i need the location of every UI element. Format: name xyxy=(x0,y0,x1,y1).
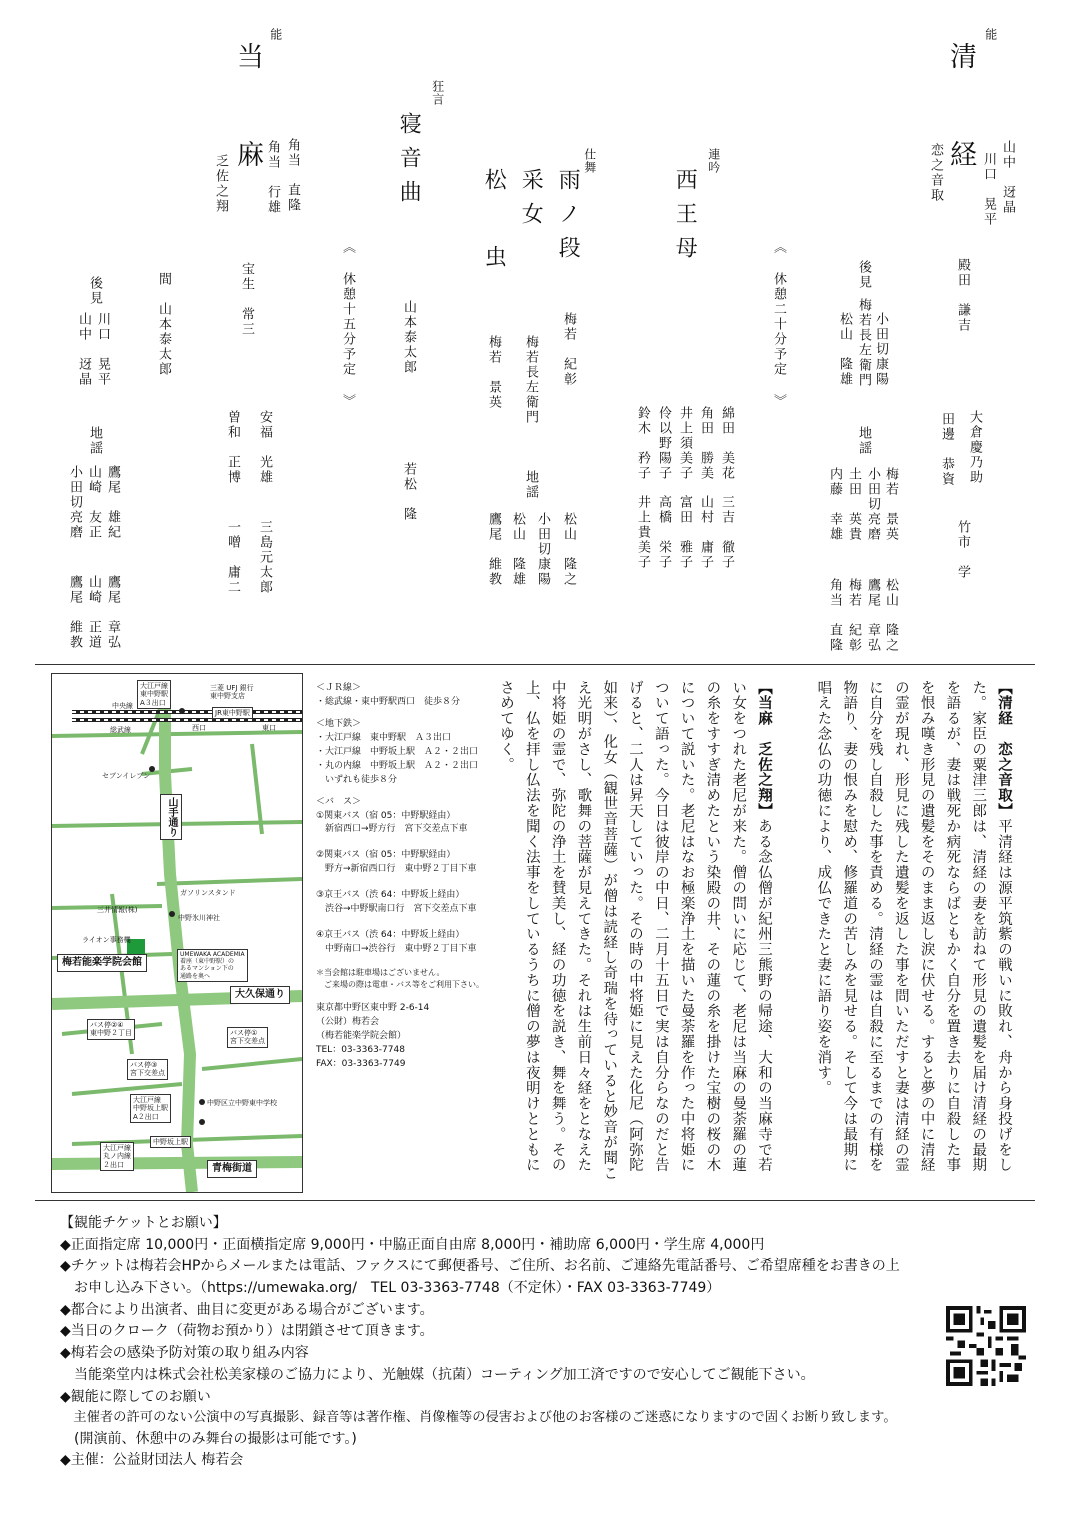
map-label-east-exit: 東口 xyxy=(262,724,276,732)
synopsis-taima xyxy=(498,680,777,1188)
taima-koken-1: 川口 晃平 xyxy=(94,312,110,387)
notes-line-1: ◆正面指定席 10,000円・正面横指定席 9,000円・中脇正面自由席 8,000円・補助席 6,000円・学生席 4,000円 xyxy=(60,1236,765,1253)
taima-kind: 能 xyxy=(268,28,283,41)
map-label-oedo-top: 大江戸線 東中野駅 A３出口 xyxy=(137,680,171,709)
synopsis-kiyotsune-text: 平清経は源平筑紫の戦いに敗れ、舟から身投げをした。家臣の粟津三郎は、清経の妻を訪ねて形見の遺髪を届け清経の最期を語るが、妻は戦死か病死ならばともかく自分を置き去りに自殺した事を恨み嘆き形見の遺髪をそのまま返し涙に伏せる。すると夢の中に清経の霊が現れ、形見に残した遺髪を返した事を問いただすと妻は清経の霊に自分を残し自殺した事を責める。清経の霊は自殺に至るまでの有様を物語り、妻の恨みを慰め、修羅道の苦しみを見せる。そして今は最期に唱えた念仏の功徳により、成仏できたと妻に語り姿を消す。 xyxy=(815,680,1012,1173)
notes-line-8: ◆観能に際してのお願い xyxy=(60,1388,211,1405)
notes-line-7: 当能楽堂内は株式会社松美家様のご協力により、光触媒（抗菌）コーティング加工済ですので安心してご観能下さい。 xyxy=(60,1366,815,1383)
access-bus-4a: ④京王バス（渋 64：中野坂上経由） xyxy=(316,930,465,941)
map-label-seven: セブンイレブン xyxy=(102,772,151,780)
kiyotsune-jiutai-2: 小田切亮磨 xyxy=(864,467,880,542)
kiyotsune-jiutai-3: 土田 英貴 xyxy=(845,467,861,542)
taima-jiutai-5: 山崎 正道 xyxy=(85,575,101,650)
access-sub-1: ・大江戸線 東中野駅 Ａ３出口 xyxy=(316,732,452,743)
map-label-oedo-a2: 大江戸線 中野坂上駅 A２出口 xyxy=(130,1094,171,1123)
map-label-bus1: バス停① 宮下交差点 xyxy=(227,1027,268,1048)
taima-jiutai-4: 鷹尾 章弘 xyxy=(104,575,120,650)
access-bus-3b: 渋谷→中野駅南口行 宮下交差点下車 xyxy=(316,904,477,915)
kiyotsune-jiutai-6: 鷹尾 章弘 xyxy=(864,578,880,653)
taima-jiutai-3: 小田切亮磨 xyxy=(66,465,82,540)
taima-title-2: 麻 xyxy=(232,140,264,181)
taima-kokata: 乏佐之翔 xyxy=(212,154,228,214)
shimai-performer-1: 梅若 紀彰 xyxy=(560,312,576,387)
break-20: 《 休憩二十分予定 》 xyxy=(770,240,786,409)
access-fax: FAX：03-3363-7749 xyxy=(316,1058,406,1069)
shimai-jiutai-2: 小田切康陽 xyxy=(534,512,550,587)
kiyotsune-jiutai-4: 内藤 幸雄 xyxy=(826,467,842,542)
kiyotsune-koken-label: 後見 xyxy=(855,260,871,290)
map-label-okubo: 大久保通り xyxy=(230,986,290,1004)
renginn-kind: 連吟 xyxy=(706,148,721,174)
access-org: （公財）梅若会 xyxy=(316,1016,380,1027)
shimai-jiutai-label: 地謡 xyxy=(522,470,538,500)
access-park-2: ご来場の際は電車・バス等をご利用下さい。 xyxy=(316,980,484,990)
kiyotsune-jiutai-5: 松山 隆之 xyxy=(882,578,898,653)
taima-kotsuzumi: 曽和 正博 xyxy=(224,410,240,485)
access-hall: （梅若能楽学院会館） xyxy=(316,1030,407,1041)
renginn-singer-1: 綿田 美花 xyxy=(718,406,734,481)
access-sub-3: ・丸の内線 中野坂上駅 Ａ２・２出口 xyxy=(316,760,479,771)
kiyotsune-jiutai-8: 角当 直隆 xyxy=(826,578,842,653)
access-bus-head: ＜バ ス＞ xyxy=(316,796,362,807)
access-sub-2: ・大江戸線 中野坂上駅 Ａ２・２出口 xyxy=(316,746,479,757)
access-sub-head: ＜地下鉄＞ xyxy=(316,718,362,729)
access-bus-2b: 野方→新宿西口行 東中野２丁目下車 xyxy=(316,864,477,875)
renginn-singer-7: 山村 庸子 xyxy=(697,495,713,570)
taima-taiko: 一噌 庸二 xyxy=(224,520,240,595)
notes-line-10: (開演前、休憩中のみ舞台の撮影は可能です。) xyxy=(60,1430,357,1447)
access-map xyxy=(51,673,303,1193)
divider-top xyxy=(35,664,1035,665)
shimai-jiutai-1: 松山 隆之 xyxy=(560,512,576,587)
kiyotsune-kotsuzumi: 大倉慶乃助 xyxy=(966,410,982,485)
map-roads xyxy=(52,674,302,1192)
taima-shite: 角当 直隆 xyxy=(284,138,300,213)
map-label-chuo: 中央線 xyxy=(112,702,133,710)
taima-fue: 安福 光雄 xyxy=(256,410,272,485)
kyogen-kind: 狂言 xyxy=(430,80,445,106)
shimai-piece-2: 采女 xyxy=(518,168,544,236)
kiyotsune-waki: 殿田 謙吉 xyxy=(954,258,970,333)
map-label-academia: UMEWAKA ACADEMIA 着座（東中野駅）の あるマンション下の 通路を奥へ xyxy=(177,949,248,982)
access-bus-1b: 新宿西口→野方行 宮下交差点下車 xyxy=(316,824,468,835)
renginn-singer-9: 高橋 栄子 xyxy=(655,495,671,570)
taima-tsure: 角当 行雄 xyxy=(264,140,280,215)
map-label-marunouchi: 大江戸線 丸ノ内線 ２出口 xyxy=(100,1142,134,1171)
renginn-singer-6: 三吉 徹子 xyxy=(718,495,734,570)
access-tel: TEL：03-3363-7748 xyxy=(316,1044,405,1055)
shimai-performer-3: 梅若 景英 xyxy=(485,335,501,410)
map-label-yamate: 山手通り xyxy=(160,794,182,840)
kiyotsune-fue: 田邊 恭資 xyxy=(938,412,954,487)
access-jr-head: ＜ＪＲ線＞ xyxy=(316,683,362,693)
map-label-lion: ライオン事務機 xyxy=(82,936,131,944)
shimai-piece-1: 雨ノ段 xyxy=(555,168,581,270)
map-label-nohgakuin: 梅若能楽学院会館 xyxy=(57,954,147,972)
taima-koken-label: 後見 xyxy=(86,276,102,306)
kiyotsune-jiutai-1: 梅若 景英 xyxy=(882,467,898,542)
access-bus-2a: ②関東バス（宿 05：中野駅経由） xyxy=(316,850,456,861)
map-label-bus24: バス停②④ 東中野２丁目 xyxy=(87,1019,135,1040)
renginn-singer-10: 井上貴美子 xyxy=(634,495,650,570)
notes-line-11: ◆主催：公益財団法人 梅若会 xyxy=(60,1452,244,1469)
renginn-singer-4: 伶以野陽子 xyxy=(655,406,671,481)
renginn-singer-2: 角田 勝美 xyxy=(697,406,713,481)
access-address: 東京都中野区東中野 2-6-14 xyxy=(316,1002,430,1013)
map-label-gas: ガソリンスタンド xyxy=(180,889,236,897)
access-bus-1a: ①関東バス（宿 05：中野駅経由） xyxy=(316,810,456,821)
kiyotsune-tsure: 川口 晃平 xyxy=(980,152,996,227)
kiyotsune-koken-a: 小田切康陽 xyxy=(872,312,888,387)
kiyotsune-jiutai-7: 梅若 紀彰 xyxy=(845,578,861,653)
access-park-1: ＊当会館は駐車場はございません。 xyxy=(316,968,445,977)
kiyotsune-otsuzumi: 竹市 学 xyxy=(954,520,970,580)
access-info xyxy=(316,682,526,1071)
taima-jiutai-1: 鷹尾 雄紀 xyxy=(104,465,120,540)
access-bus-4b: 中野南口→渋谷行 東中野２丁目下車 xyxy=(316,944,477,955)
shimai-performer-2: 梅若長左衛門 xyxy=(522,335,538,425)
notes-line-9: 主催者の許可のない公演中の写真撮影、録音等は著作権、肖像権等の侵害および他のお客様のご迷惑になりますので固くお断り致します。 xyxy=(60,1410,897,1426)
notes-head: 【観能チケットとお願い】 xyxy=(60,1215,227,1231)
kiyotsune-koken-c: 松山 隆雄 xyxy=(836,312,852,387)
map-label-hikawa: 中野氷川神社 xyxy=(178,914,220,922)
qr-code-icon[interactable] xyxy=(946,1306,1026,1386)
kiyotsune-title-2: 経 xyxy=(945,140,977,181)
kiyotsune-kogaki: 恋之音取 xyxy=(927,143,943,203)
map-label-sakaue: 中野坂上駅 xyxy=(150,1136,191,1148)
synopsis-kiyotsune xyxy=(777,680,1017,1188)
shimai-jiutai-3: 松山 隆雄 xyxy=(509,512,525,587)
shimai-piece-3: 松 xyxy=(481,168,507,202)
ticket-notes xyxy=(60,1213,1050,1472)
access-sub-4: いずれも徒歩８分 xyxy=(316,774,398,785)
notes-line-4: ◆都合により出演者、曲目に変更がある場合がございます。 xyxy=(60,1301,434,1318)
taima-jiutai-6: 鷹尾 維教 xyxy=(66,575,82,650)
kiyotsune-shite: 山中 迓晶 xyxy=(999,140,1015,215)
shimai-jiutai-4: 鷹尾 維教 xyxy=(485,512,501,587)
renginn-title: 西王母 xyxy=(672,168,698,270)
taima-jiutai-2: 山崎 友正 xyxy=(85,465,101,540)
taima-title: 当 xyxy=(232,42,264,83)
notes-line-6: ◆梅若会の感染予防対策の取り組み内容 xyxy=(60,1345,309,1362)
map-label-sobu: 総武線 xyxy=(110,726,131,734)
taima-otsuzumi: 三島元太郎 xyxy=(256,520,272,595)
map-label-bank: 三菱 UFJ 銀行 東中野支店 xyxy=(210,684,254,701)
map-label-west-exit: 西口 xyxy=(192,724,206,732)
kyogen-shite: 山本泰太郎 xyxy=(400,300,416,375)
shimai-piece-3b: 虫 xyxy=(481,245,507,279)
break-15: 《 休憩十五分予定 》 xyxy=(339,240,355,409)
kiyotsune-jiutai-label: 地謡 xyxy=(855,426,871,456)
renginn-singer-3: 井上須美子 xyxy=(676,406,692,481)
divider-bottom xyxy=(35,1200,1035,1201)
map-label-ome: 青梅街道 xyxy=(207,1160,257,1178)
kiyotsune-koken-b: 梅若長左衛門 xyxy=(855,298,871,388)
kiyotsune-kind: 能 xyxy=(983,28,998,41)
taima-koken-2: 山中 迓晶 xyxy=(75,312,91,387)
map-label-jr-station: JR東中野駅 xyxy=(212,707,253,719)
kiyotsune-title: 清 xyxy=(945,42,977,83)
notes-line-5: ◆当日のクローク（荷物お預かり）は閉鎖させて頂きます。 xyxy=(60,1323,434,1340)
shimai-kind: 仕舞 xyxy=(582,148,597,174)
access-bus-3a: ③京王バス（渋 64：中野坂上経由） xyxy=(316,890,465,901)
synopsis-kiyotsune-head: 【清経 恋之音取】 xyxy=(996,680,1013,819)
map-label-bus3: バス停③ 宮下交差点 xyxy=(127,1059,168,1080)
taima-jiutai-label: 地謡 xyxy=(86,426,102,456)
notes-line-3: お申し込み下さい。（https://umewaka.org/ TEL 03-3363-7748（不定休）・FAX 03-3363-7749） xyxy=(60,1280,721,1297)
renginn-singer-8: 富田 雅子 xyxy=(676,495,692,570)
kyogen-title: 寝音曲 xyxy=(396,112,422,214)
taima-ai: 間 山本泰太郎 xyxy=(155,272,171,377)
renginn-singer-5: 鈴木 矜子 xyxy=(634,406,650,481)
notes-line-2: ◆チケットは梅若会HPからメールまたは電話、ファクスにて郵便番号、ご住所、お名前、ご連絡先電話番号、ご希望席種をお書きの上 xyxy=(60,1258,900,1275)
access-jr-1: ・総武線・東中野駅西口 徒歩８分 xyxy=(316,696,461,707)
taima-waki: 宝生 常三 xyxy=(238,262,254,337)
synopsis-taima-text: ある念仏僧が紀州三熊野の帰途、大和の当麻寺で若い女をつれた老尼が来た。僧の問いに応じて、老尼は当麻の曼荼羅の蓮の糸をすすぎ清めたという染殿の井、その蓮の糸を掛けた宝樹の桜の木について説いた。老尼はなお極楽浄土を描いた曼荼羅を作った中将姫について語った。今日は彼岸の中日、二月十五日で実は自分らなのだと告げると、二人は昇天していった。その時の中将姫に見えた化尼（阿弥陀如来）、化女（観世音菩薩）が僧は読経し奇瑞を待っていると妙音が聞こえ光明がさし、歌舞の菩薩が見えてきた。それは生前日々経をとなえた中将姫の霊で、弥陀の浄土を賛美し、経の功徳を説き、舞を舞う。その上、仏を拝し仏法を聞く法事をしているうちに僧の夢は夜明けとともにさめてゆく。 xyxy=(498,680,772,1181)
map-label-mitsui: 三井情報(株) xyxy=(97,906,138,914)
synopsis-taima-head: 【当麻 乏佐之翔】 xyxy=(756,680,773,819)
map-label-school: 中野区立中野東中学校 xyxy=(207,1099,277,1107)
kyogen-ado: 若松 隆 xyxy=(400,462,416,522)
